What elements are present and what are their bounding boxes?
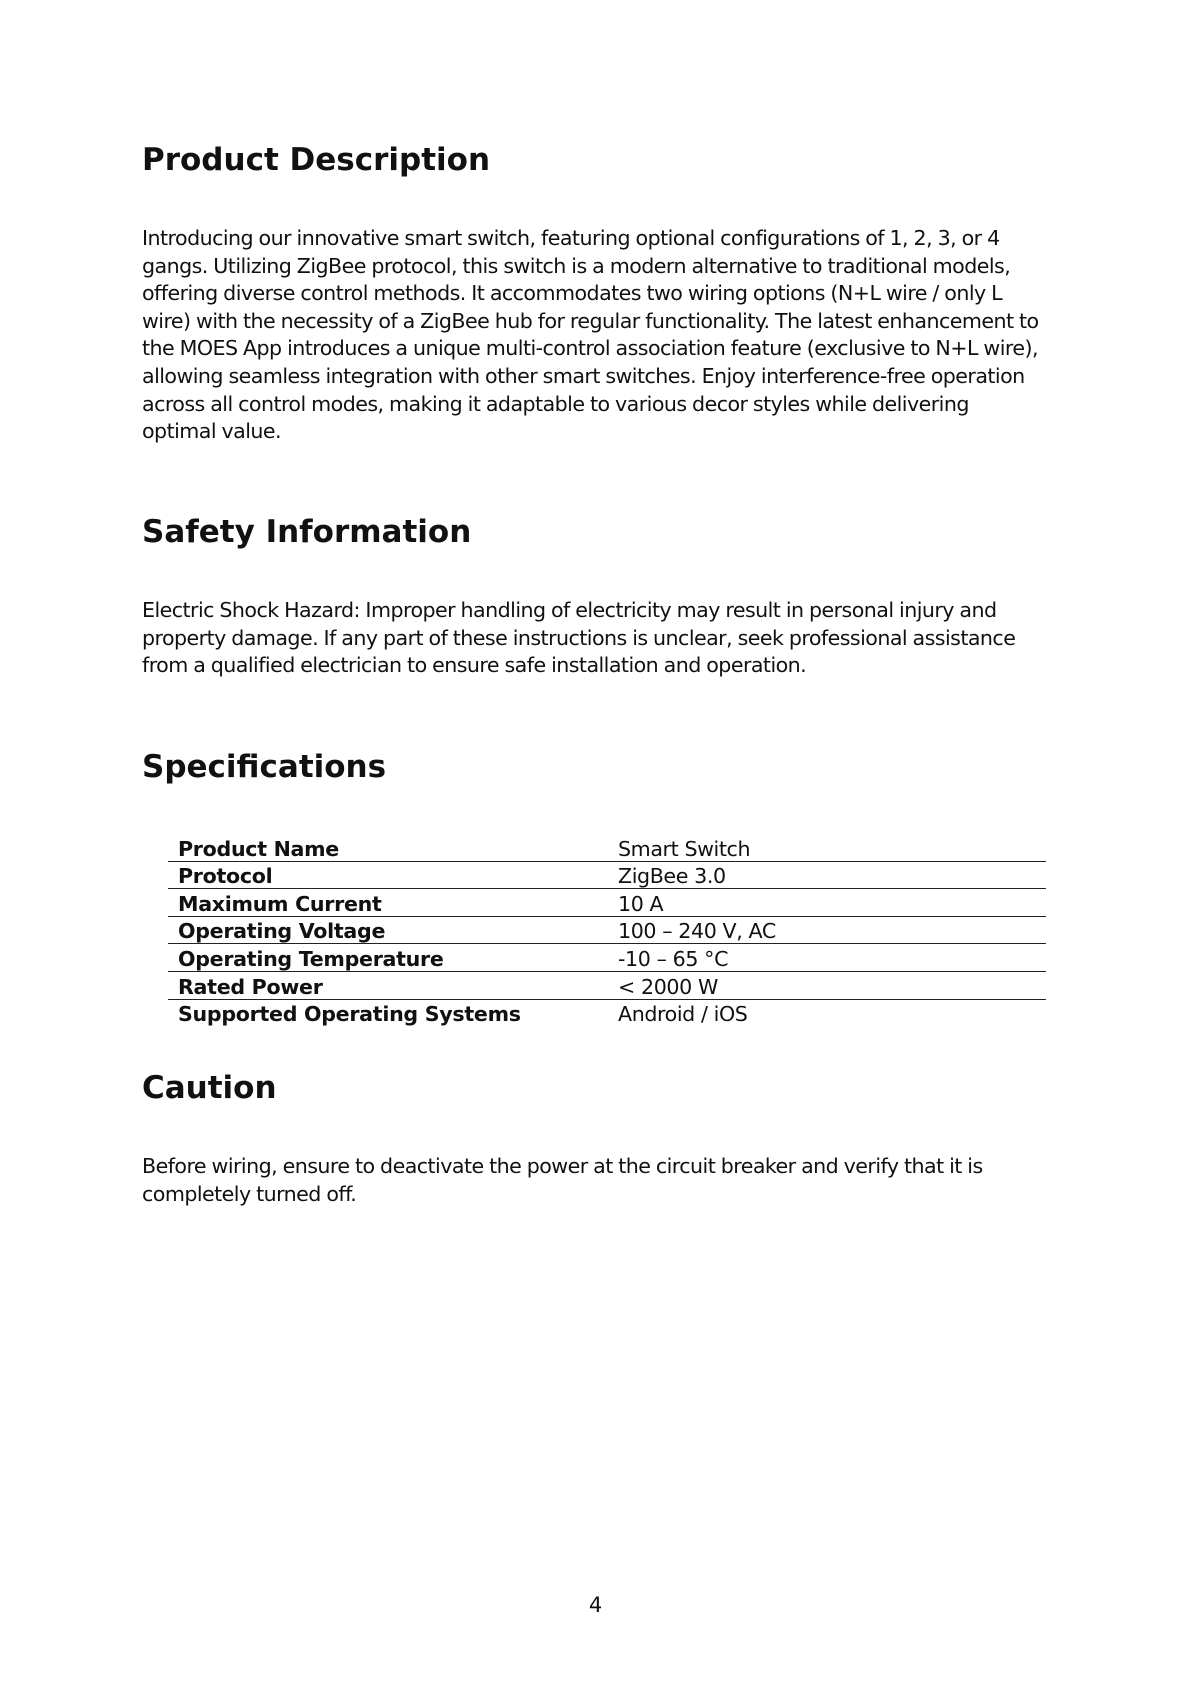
- table-row: [168, 971, 1046, 999]
- caution-body: Before wiring, ensure to deactivate the power at the circuit breaker and verify that it is completely turned off.: [142, 1154, 983, 1206]
- spec-value: ZigBee 3.0: [608, 861, 1046, 889]
- table-row: [168, 834, 1046, 861]
- caution-heading: Caution: [142, 1070, 277, 1106]
- spec-value: 100 – 240 V, AC: [608, 916, 1046, 944]
- product-description-body: Introducing our innovative smart switch, featuring optional configurations of 1, 2, 3, or 4 gangs. Utilizing ZigBee protocol, this switch is a modern alternative to traditional models, offering diverse control methods. It accommodates two wiring options (N+L wire / only L wire) with the necessity of a ZigBee hub for regular functionality. The latest enhancement to the MOES App introduces a unique multi-control association feature (exclusive to N+L wire), allowing seamless integration with other smart switches. Enjoy interference-free operation across all control modes, making it adaptable to various decor styles while delivering optimal value.: [142, 226, 1039, 444]
- safety-information-body: Electric Shock Hazard: Improper handling of electricity may result in personal injury and property damage. If any part of these instructions is unclear, seek professional assistance from a qualified electrician to ensure safe installation and operation.: [142, 598, 1016, 678]
- spec-value: -10 – 65 °C: [608, 944, 1046, 972]
- product-description-heading: Product Description: [142, 142, 491, 178]
- spec-label: Rated Power: [168, 971, 608, 999]
- page-number: 4: [588, 1593, 603, 1617]
- table-row: [168, 944, 1046, 972]
- table-row: [168, 889, 1046, 917]
- spec-label: Operating Temperature: [168, 944, 608, 972]
- spec-label: Maximum Current: [168, 889, 608, 917]
- safety-information-heading: Safety Information: [142, 514, 472, 550]
- table-row: [168, 999, 1046, 1026]
- spec-label: Product Name: [178, 836, 339, 861]
- table-row: [168, 861, 1046, 889]
- specifications-table: [168, 834, 1046, 1026]
- spec-value: 10 A: [608, 889, 1046, 917]
- table-row: [168, 916, 1046, 944]
- spec-label: Operating Voltage: [168, 916, 608, 944]
- spec-label: Supported Operating Systems: [168, 999, 608, 1026]
- spec-value: Smart Switch: [618, 836, 751, 861]
- specifications-heading: Specifications: [142, 749, 387, 785]
- spec-value: < 2000 W: [608, 971, 1046, 999]
- spec-value: Android / iOS: [608, 999, 1046, 1026]
- spec-label: Protocol: [168, 861, 608, 889]
